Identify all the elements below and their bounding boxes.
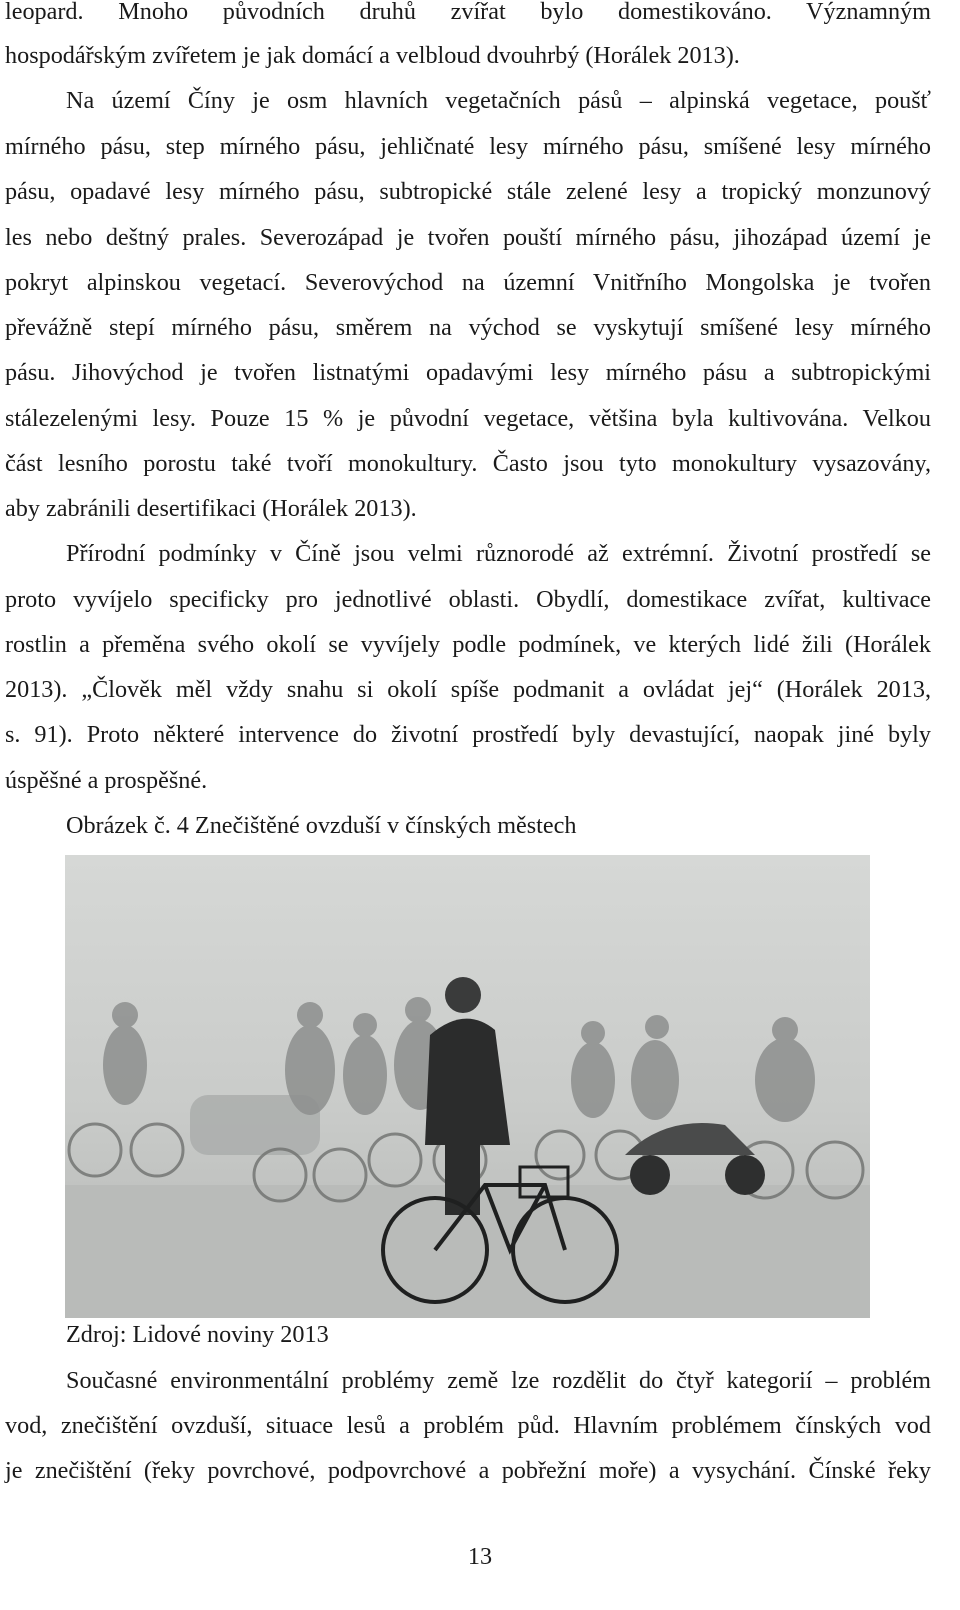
text-line: proto vyvíjelo specificky pro jednotlivé oblasti. Obydlí, domestikace zvířat, kultivace (5, 586, 931, 613)
text-line: pokryt alpinskou vegetací. Severovýchod na územní Vnitřního Mongolska je tvořen (5, 269, 931, 296)
text-line: leopard. Mnoho původních druhů zvířat bylo domestikováno. Významným (5, 0, 931, 25)
text-line: převážně stepí mírného pásu, směrem na východ se vyskytují smíšené lesy mírného (5, 314, 931, 341)
text-line: pásu. Jihovýchod je tvořen listnatými opadavými lesy mírného pásu a subtropickými (5, 359, 931, 386)
text-line: hospodářským zvířetem je jak domácí a velbloud dvouhrbý (Horálek 2013). (5, 42, 740, 69)
page-number: 13 (467, 1543, 493, 1570)
text-line: část lesního porostu také tvoří monokultury. Často jsou tyto monokultury vysazovány, (5, 450, 931, 477)
text-line: Současné environmentální problémy země lze rozdělit do čtyř kategorií – problém (66, 1367, 931, 1394)
text-line: pásu, opadavé lesy mírného pásu, subtropické stále zelené lesy a tropický monzunový (5, 178, 931, 205)
text-line: úspěšné a prospěšné. (5, 767, 208, 794)
text-line: mírného pásu, step mírného pásu, jehličnaté lesy mírného pásu, smíšené lesy mírného (5, 133, 931, 160)
text-line: Na území Číny je osm hlavních vegetačních pásů – alpinská vegetace, poušť (66, 87, 931, 114)
figure-caption: Obrázek č. 4 Znečištěné ovzduší v čínských městech (66, 812, 577, 839)
text-line: Přírodní podmínky v Číně jsou velmi různorodé až extrémní. Životní prostředí se (66, 540, 931, 567)
text-line: rostlin a přeměna svého okolí se vyvíjely podle podmínek, ve kterých lidé žili (Horálek (5, 631, 931, 658)
smog-photo (65, 855, 870, 1318)
figure-source: Zdroj: Lidové noviny 2013 (66, 1321, 329, 1348)
text-line: les nebo deštný prales. Severozápad je tvořen pouští mírného pásu, jihozápad území je (5, 224, 931, 251)
text-line: s. 91). Proto některé intervence do životní prostředí byly devastující, naopak jiné byly (5, 721, 931, 748)
text-line: je znečištění (řeky povrchové, podpovrchové a pobřežní moře) a vysychání. Čínské řeky (5, 1457, 931, 1484)
text-line: 2013). „Člověk měl vždy snahu si okolí spíše podmanit a ovládat jej“ (Horálek 2013, (5, 676, 931, 703)
text-line: vod, znečištění ovzduší, situace lesů a problém půd. Hlavním problémem čínských vod (5, 1412, 931, 1439)
text-line: stálezelenými lesy. Pouze 15 % je původní vegetace, většina byla kultivována. Velkou (5, 405, 931, 432)
text-line: aby zabránili desertifikaci (Horálek 2013). (5, 495, 417, 522)
